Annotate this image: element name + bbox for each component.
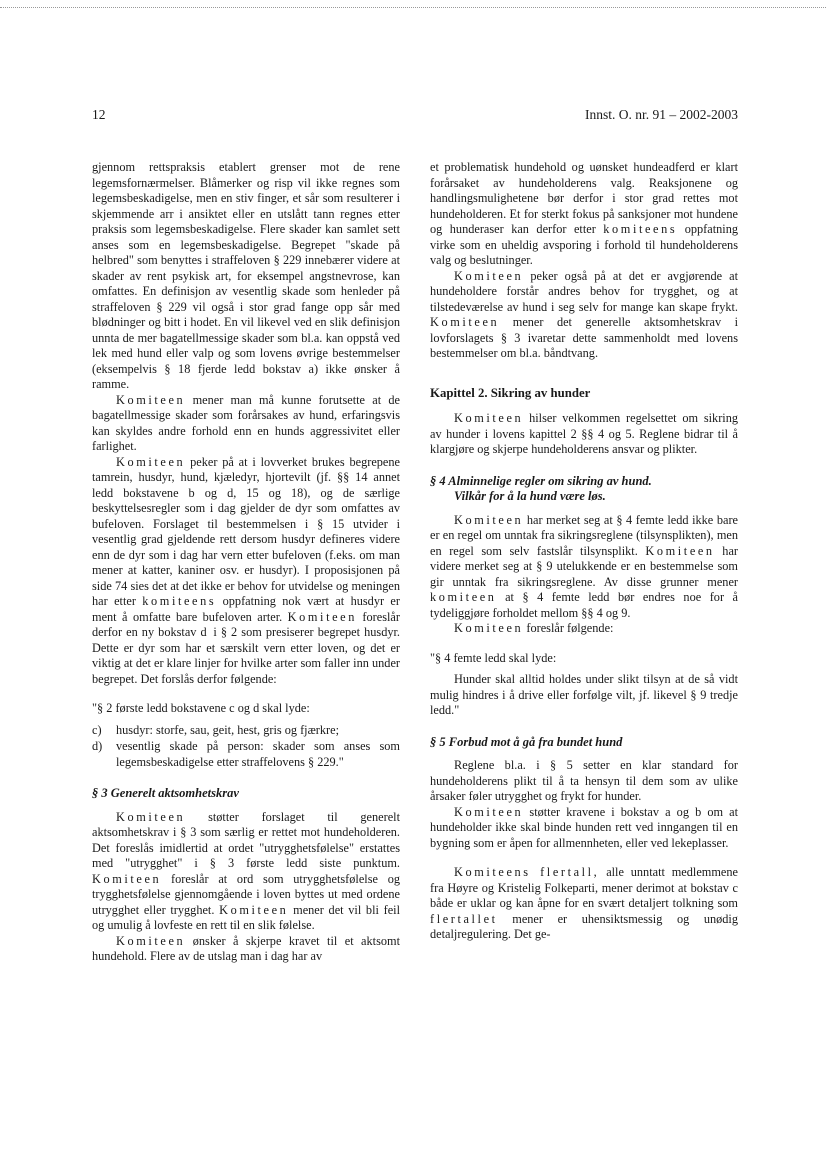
committee-spaced: Komiteen [116,454,186,469]
paragraph: Komiteen hilser velkommen regelsettet om sikring av hunder i lovens kapittel 2 §§ 4 og 5. Reglene bidrar til å klargjøre og skjerpe hundeholderens ansvar og plikter. [430,411,739,456]
paragraph: Komiteen peker også på at det er avgjørende at hundeholdere forstår andres behov for trygghet, og at tilstedeværelse av hund i seg selv for mange kan skape frykt. Komiteen mener det generelle aktsomhetskrav i lovforslagets § 3 ivaretar dette sammenholdt med lovens bestemmelser om bl.a. båndtvang. [430,268,738,360]
document-reference: Innst. O. nr. 91 – 2002-2003 [585,107,738,122]
committee-spaced: Komiteen [116,392,186,407]
paragraph: Komiteen peker på at i lovverket brukes begrepene tamrein, husdyr, hund, kjæledyr, hjortevilt (jf. §§ 14 annet ledd bokstavene b og d, 15 og 18), og de særlige beskyttelsesregler som i dag gjelder de dyr som omfattes av bufeloven. Forslaget til bestemmelsen i § 15 utvider i vesentlig grad gjeldende rett dersom husdyr defineres videre enn de dyr som i dag har vern etter bufeloven (f.eks. om man mener at katter, kaniner osv. er husdyr). I proposisjonen på side 74 sies det at det ikke er behov for utvidelse og meningen har etter komiteens oppfatning nok vært at husdyr er ment å omfatte bare bufeloven arter. Komiteen foreslår derfor en ny bokstav d i § 2 som presiserer begrepet husdyr. Dette er dyr som har et særskilt vern etter loven, og det er viktig at det er klare linjer for hvilke arter som faller inn under begrepet. Det forslås derfor følgende: [92,454,401,686]
definition-list [92,723,400,771]
paragraph: Komiteen foreslår følgende: [454,621,614,635]
paragraph: gjennom rettspraksis etablert grenser mot de rene legemsfornærmelser. Blåmerker og risp vil ikke regnes som legemsbeskadigelse, men en stiv finger, et sår som resulterer i skjemmende arr i ansiktet eller en utslått tann regnes etter praksis som legemsbeskadigelse. Flere skader kan samlet sett anses som en legemsbeskadigelse. Begrepet "skade på helbred" som benyttes i straffeloven § 229 innebærer videre at skader av rent psykisk art, for eksempel angstnevrose, kan omfattes. En definisjon av vesentlig skade som henleder på straffeloven § 229 vil også i stor grad fange opp sår med blødninger og bitt i hodet. En vil likevel ved en slik definisjon unnta de mer bagatellmessige skader som bl.a. kan oppstå ved lek med hund eller valp og som lovens øvrige bestemmelser (eksempelvis § 18 fjerde ledd bokstav a) ikke ønsker å ramme. [92,160,400,391]
list-item: d) vesentlig skade på person: skader som anses som legemsbeskadigelse etter straffelovens § 229." [92,739,400,769]
paragraph: Komiteen støtter forslaget til generelt aktsomhetskrav i § 3 som særlig er rettet mot hundeholderen. Det foreslås imidlertid at ordet "utrygghetsfølelse" erstattes med "utrygghet" i § 3 første ledd siste punktum. Komiteen foreslår at ord som utrygghetsfølelse og trygghetsfølelse gjennomgående i loven byttes ut med ordene utrygghet eller trygghet. Komiteen mener det vil bli feil og umulig å lovfeste en rett til en slik følelse. [92,809,401,932]
paragraph: et problematisk hundehold og uønsket hundeadferd er klart forårsaket av hundeholderens valg. Reaksjonene og handlingsmulighetene bør derfor i stor grad rettes mot hundeholderen. Et for sterkt fokus på sanksjoner mot hundene og hunderaser kan derfor etter komiteens oppfatning virke som en uheldig avsporing i forhold til hundeholderens valg og beslutninger. [430,160,738,267]
scan-edge-line [0,7,826,8]
paragraph: Reglene bl.a. i § 5 setter en klar standard for hundeholderens plikt til å ta hensyn til dem som av ulike årsaker føler utrygghet og frykt for hunder. [430,758,738,803]
paragraph: Komiteens flertall, alle unntatt medlemmene fra Høyre og Kristelig Folkeparti, mener derimot at bokstav c både er uklar og kan åpne for en svært detaljert tolkning som flertallet mener er uhensiktsmessig og unødig detaljregulering. Det ge- [430,865,738,941]
quote-text: Hunder skal alltid holdes under slikt tilsyn at de så vidt mulig hindres i å drive eller forfølge vilt, jf. likevel § 9 tredje ledd." [430,672,738,717]
section-heading: § 4 Alminnelige regler om sikring av hund. Vilkår for å la hund være løs. [430,473,652,503]
page-header [92,107,738,127]
page-number: 12 [92,107,106,122]
quote-intro: "§ 2 første ledd bokstavene c og d skal lyde: [92,701,310,715]
paragraph: Komiteen mener man må kunne forutsette at de bagatellmessige skader som forårsakes av hund, erfaringsvis kan skyldes andre forhold enn en hunds aggressivitet eller farlighet. [92,392,400,453]
paragraph: Komiteen har merket seg at § 4 femte ledd ikke bare er en regel om unntak fra sikringsreglene (tilsynsplikten), men en regel som selv fastslår tilsynsplikt. Komiteen har videre merket seg at § 9 utelukkende er en bestemmelse som gir unntak fra sikringsreglene. Av disse grunner mener komiteen at § 4 femte ledd bør endres noe for å tydeliggjøre forholdet mellom §§ 4 og 9. [430,512,739,620]
section-heading: § 5 Forbud mot å gå fra bundet hund [430,734,623,749]
list-item: c) husdyr: storfe, sau, geit, hest, gris og fjærkre; [92,722,340,737]
quote-intro: "§ 4 femte ledd skal lyde: [430,650,557,665]
paragraph: Komiteen ønsker å skjerpe kravet til et aktsomt hundehold. Flere av de utslag man i dag har av [92,933,400,963]
left-column [92,160,400,965]
paragraph: Komiteen støtter kravene i bokstav a og b om at hundeholder ikke skal binde hunden rett ved inngangen til en bygning som er åpen for allmennheten, eller ved lekeplasser. [430,804,739,850]
chapter-heading: Kapittel 2. Sikring av hunder [430,385,591,400]
right-column [430,160,738,943]
section-heading: § 3 Generelt aktsomhetskrav [92,786,239,800]
